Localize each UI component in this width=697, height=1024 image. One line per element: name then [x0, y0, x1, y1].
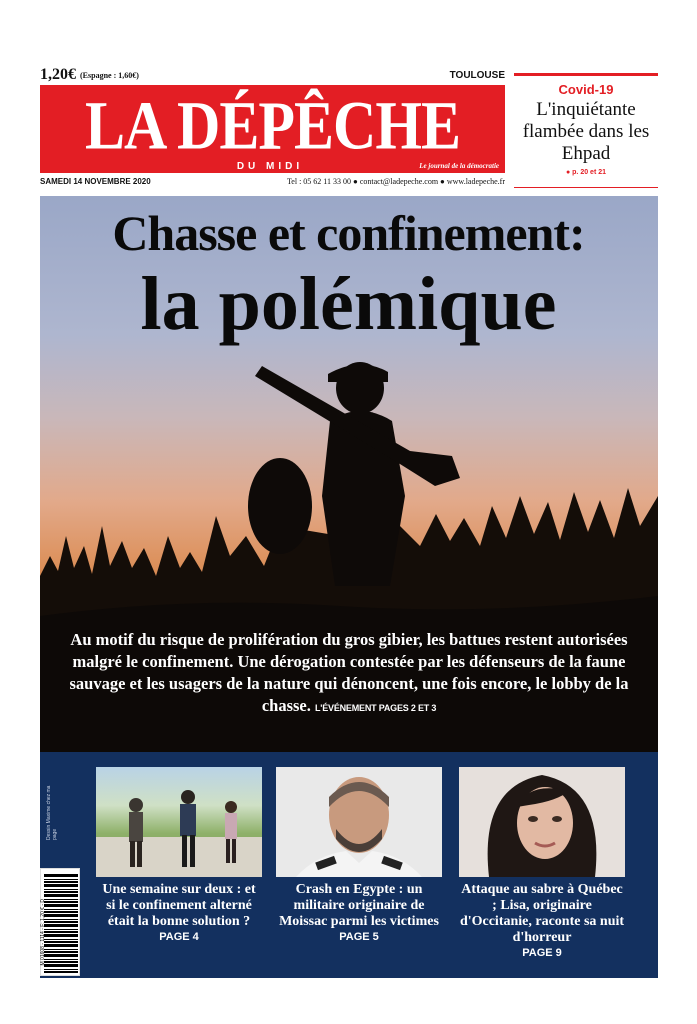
price-note: (Espagne : 1,60€) [80, 70, 139, 80]
story-page: PAGE 4 [159, 931, 199, 943]
walkers-photo [96, 767, 262, 877]
story-card-confinement[interactable] [96, 767, 262, 943]
story-page: PAGE 5 [339, 931, 379, 943]
teaser-headline: L'inquiétante flambée dans les Ehpad [522, 99, 650, 164]
barcode [40, 868, 80, 976]
masthead-subtitle: DU MIDI [236, 161, 304, 172]
masthead-title: LA DÉPÊCHE [84, 87, 461, 164]
price-value: 1,20€ [40, 66, 76, 83]
story-text: Crash en Egypte : un militaire originaire de Moissac parmi les victimes [279, 882, 439, 929]
story-card-egypt-crash[interactable] [276, 767, 442, 943]
lede-text: Au motif du risque de prolifération du gros gibier, les battues restent autorisées malgré le confinement. Une dérogation contestée par les défenseurs de la faune sauvage et les usagers de la nature qui dénoncent, une fois encore, le lobby de la chasse. [69, 630, 629, 715]
story-page: PAGE 9 [522, 947, 562, 959]
barcode-bars [44, 873, 78, 973]
main-headline-line2: la polémique [140, 262, 557, 346]
main-headline-line1: Chasse et confinement: [112, 205, 585, 261]
photo-credit: Dessin Maxime chez ma page [46, 785, 58, 840]
main-lede [52, 629, 646, 719]
woman-portrait-photo [459, 767, 625, 877]
masthead-slogan: Le journal de la démocratie [419, 162, 499, 170]
dateline [40, 177, 505, 189]
story-card-quebec-attack[interactable] [459, 767, 625, 959]
covid-teaser[interactable] [514, 73, 658, 188]
masthead[interactable] [40, 85, 505, 173]
barcode-text: M 01608 - 1114 - F: 1,20 € - D [40, 899, 46, 966]
issue-date: SAMEDI 14 NOVEMBRE 2020 [40, 177, 151, 186]
story-text: Attaque au sabre à Québec ; Lisa, originaire d'Occitanie, raconte sa nuit d'horreur [459, 882, 625, 945]
contact-info: Tel : 05 62 11 33 00 ● contact@ladepeche.com ● www.ladepeche.fr [286, 177, 505, 186]
price [40, 66, 139, 84]
soldier-portrait-photo [276, 767, 442, 877]
lede-page-ref[interactable]: L'ÉVÉNEMENT PAGES 2 ET 3 [314, 703, 437, 713]
teaser-pages: ● p. 20 et 21 [565, 169, 607, 176]
teaser-kicker: Covid-19 [558, 82, 614, 97]
story-text: Une semaine sur deux : et si le confinement alterné était la bonne solution ? [102, 882, 256, 929]
edition-label: TOULOUSE [449, 70, 505, 81]
